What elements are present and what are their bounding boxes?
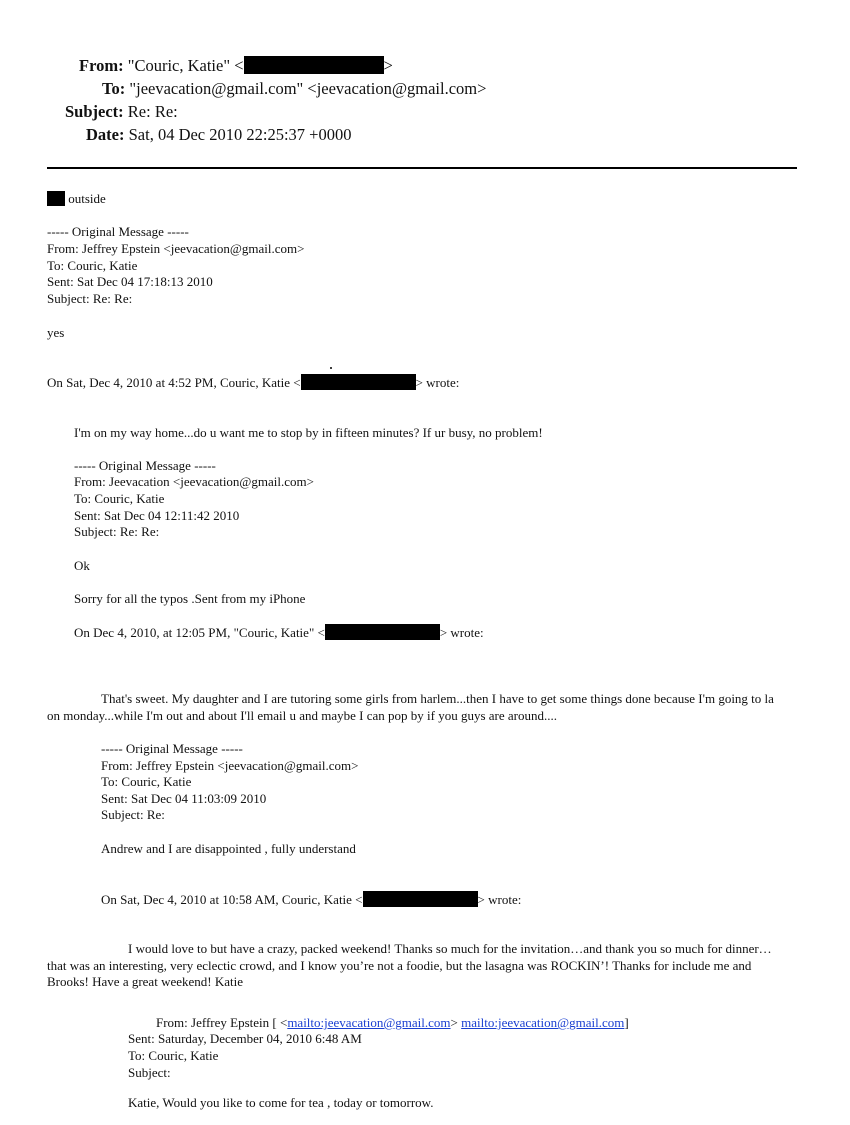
- msg4-from: From: Jeffrey Epstein [ <mailto:jeevacation@gmail.com> mailto:jeevacation@gmail.com]: [156, 1015, 629, 1030]
- msg1-subject: Subject: Re: Re:: [47, 291, 133, 306]
- header-from: [79, 56, 393, 76]
- msg3-body: Andrew and I are disappointed , fully understand: [101, 841, 356, 856]
- msg4-body: Katie, Would you like to come for tea , today or tomorrow.: [128, 1095, 434, 1110]
- msg1-body: yes: [47, 325, 65, 340]
- mailto-link[interactable]: mailto:jeevacation@gmail.com: [461, 1015, 625, 1030]
- to-label: To:: [102, 79, 126, 98]
- outside-text: outside: [68, 191, 106, 206]
- header-date: [86, 125, 351, 145]
- msg3-from: From: Jeffrey Epstein <jeevacation@gmail.com>: [101, 758, 359, 773]
- msg2-from: From: Jeevacation <jeevacation@gmail.com>: [74, 474, 314, 489]
- redaction-box: [363, 891, 478, 907]
- header-subject: [65, 102, 178, 122]
- date-label: Date:: [86, 125, 125, 144]
- msg1-divider: ----- Original Message -----: [47, 224, 189, 239]
- reply1-text: I'm on my way home...do u want me to stop by in fifteen minutes? If ur busy, no problem!: [74, 425, 543, 440]
- scan-speck: [330, 367, 332, 369]
- msg2-body: Ok: [74, 558, 90, 573]
- redaction-box: [325, 624, 440, 640]
- reply3-line1: I would love to but have a crazy, packed weekend! Thanks so much for the invitation…and thank you so much for dinner…: [128, 941, 772, 956]
- redaction-box: [244, 56, 384, 74]
- msg1-sent: Sent: Sat Dec 04 17:18:13 2010: [47, 274, 213, 289]
- subject-label: Subject:: [65, 102, 124, 121]
- header-divider: [47, 167, 797, 169]
- reply2-line2: on monday...while I'm out and about I'll email u and maybe I can pop by if you guys are around....: [47, 708, 557, 723]
- msg3-sent: Sent: Sat Dec 04 11:03:09 2010: [101, 791, 267, 806]
- msg2-sent: Sent: Sat Dec 04 12:11:42 2010: [74, 508, 240, 523]
- outside-line: [47, 191, 106, 207]
- date-value: Sat, 04 Dec 2010 22:25:37 +0000: [128, 125, 352, 144]
- msg3-to: To: Couric, Katie: [101, 774, 192, 789]
- msg4-subject: Subject:: [128, 1065, 171, 1080]
- subject-value: Re: Re:: [127, 102, 178, 121]
- msg3-divider: ----- Original Message -----: [101, 741, 243, 756]
- msg2-to: To: Couric, Katie: [74, 491, 165, 506]
- msg3-subject: Subject: Re:: [101, 807, 165, 822]
- wrote2-line: On Dec 4, 2010, at 12:05 PM, "Couric, Katie" < > wrote:: [74, 625, 484, 640]
- header-to: [102, 79, 486, 99]
- msg2-footer: Sorry for all the typos .Sent from my iPhone: [74, 591, 306, 606]
- redaction-box: [301, 374, 416, 390]
- msg4-to: To: Couric, Katie: [128, 1048, 219, 1063]
- from-value: "Couric, Katie" < >: [127, 56, 393, 75]
- wrote1-line: On Sat, Dec 4, 2010 at 4:52 PM, Couric, Katie < > wrote:: [47, 375, 460, 390]
- reply3-line2: that was an interesting, very eclectic crowd, and I know you’re not a foodie, but the lasagna was ROCKIN’! Thanks for include me and: [47, 958, 752, 973]
- msg2-subject: Subject: Re: Re:: [74, 524, 160, 539]
- msg1-from: From: Jeffrey Epstein <jeevacation@gmail.com>: [47, 241, 305, 256]
- msg2-divider: ----- Original Message -----: [74, 458, 216, 473]
- wrote3-line: On Sat, Dec 4, 2010 at 10:58 AM, Couric, Katie < > wrote:: [101, 892, 522, 907]
- msg4-sent: Sent: Saturday, December 04, 2010 6:48 AM: [128, 1031, 362, 1046]
- mailto-link[interactable]: mailto:jeevacation@gmail.com: [287, 1015, 451, 1030]
- reply2-line1: That's sweet. My daughter and I are tutoring some girls from harlem...then I have to get some things done because I'm going to la: [101, 691, 774, 706]
- to-value: "jeevacation@gmail.com" <jeevacation@gmail.com>: [129, 79, 487, 98]
- msg1-to: To: Couric, Katie: [47, 258, 138, 273]
- from-label: From:: [79, 56, 124, 75]
- redaction-box: [47, 191, 65, 206]
- reply3-line3: Brooks! Have a great weekend! Katie: [47, 974, 243, 989]
